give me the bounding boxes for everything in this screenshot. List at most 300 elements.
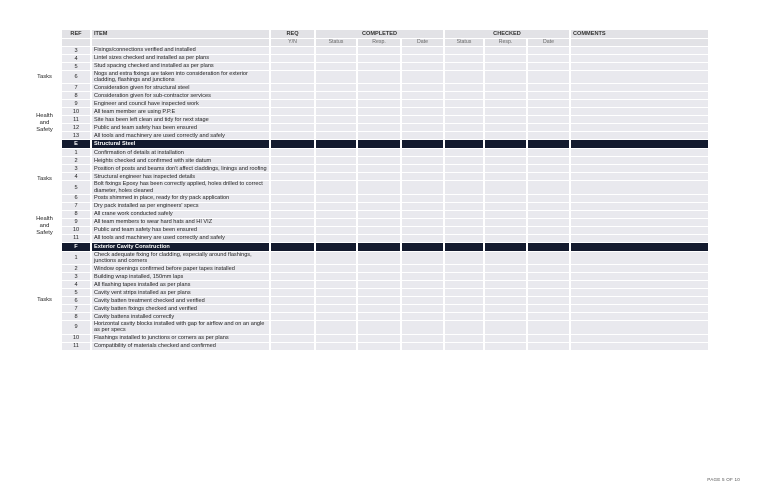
req-cell[interactable] — [271, 335, 314, 342]
checked-date-cell[interactable] — [528, 289, 569, 296]
checked-resp-cell[interactable] — [485, 219, 526, 226]
req-cell[interactable] — [271, 203, 314, 210]
completed-resp-cell[interactable] — [358, 55, 400, 62]
checked-status-cell[interactable] — [445, 211, 483, 218]
group-safety-label: Safety — [36, 127, 53, 134]
completed-date-cell[interactable] — [402, 71, 443, 83]
req-cell[interactable] — [271, 211, 314, 218]
completed-status-cell[interactable] — [316, 343, 356, 350]
completed-date-cell[interactable] — [402, 124, 443, 131]
checked-status-cell[interactable] — [445, 149, 483, 156]
checked-date-cell[interactable] — [528, 203, 569, 210]
checked-date-cell[interactable] — [528, 100, 569, 107]
completed-date-cell[interactable] — [402, 305, 443, 312]
checked-resp-cell[interactable] — [485, 149, 526, 156]
checked-status-cell[interactable] — [445, 71, 483, 83]
checklist-row — [29, 227, 708, 234]
completed-resp-cell[interactable] — [358, 235, 400, 242]
section-header-row — [29, 140, 708, 148]
completed-resp-cell[interactable] — [358, 116, 400, 123]
comments-cell[interactable] — [571, 219, 708, 226]
checked-date-cell[interactable] — [528, 281, 569, 288]
checked-resp-cell[interactable] — [485, 181, 526, 193]
checked-date-cell[interactable] — [528, 124, 569, 131]
comments-cell[interactable] — [571, 273, 708, 280]
req-cell[interactable] — [271, 108, 314, 115]
row-ref: 9 — [62, 100, 90, 107]
completed-resp-cell[interactable] — [358, 132, 400, 139]
checked-status-cell[interactable] — [445, 63, 483, 70]
completed-status-cell[interactable] — [316, 227, 356, 234]
completed-resp-cell[interactable] — [358, 63, 400, 70]
checked-resp-cell[interactable] — [485, 173, 526, 180]
checked-status-cell[interactable] — [445, 335, 483, 342]
req-cell[interactable] — [271, 116, 314, 123]
checked-resp-cell[interactable] — [485, 297, 526, 304]
completed-date-cell[interactable] — [402, 173, 443, 180]
completed-date-cell[interactable] — [402, 335, 443, 342]
completed-date-cell[interactable] — [402, 157, 443, 164]
req-cell[interactable] — [271, 149, 314, 156]
req-cell[interactable] — [271, 124, 314, 131]
completed-resp-cell[interactable] — [358, 124, 400, 131]
group-and-label: and — [39, 120, 50, 127]
checked-resp-cell[interactable] — [485, 132, 526, 139]
req-cell[interactable] — [271, 289, 314, 296]
req-cell[interactable] — [271, 235, 314, 242]
checked-status-cell[interactable] — [445, 173, 483, 180]
checked-status-cell[interactable] — [445, 321, 483, 333]
comments-cell[interactable] — [571, 55, 708, 62]
comments-cell[interactable] — [571, 157, 708, 164]
checked-status-cell[interactable] — [445, 195, 483, 202]
completed-date-cell[interactable] — [402, 92, 443, 99]
checked-status-cell[interactable] — [445, 219, 483, 226]
completed-resp-cell[interactable] — [358, 149, 400, 156]
checked-date-cell[interactable] — [528, 343, 569, 350]
checked-date-cell[interactable] — [528, 181, 569, 193]
completed-date-cell[interactable] — [402, 211, 443, 218]
row-item: Engineer and council have inspected work — [92, 100, 269, 107]
checklist-row — [29, 235, 708, 242]
completed-status-cell[interactable] — [316, 181, 356, 193]
checked-date-cell[interactable] — [528, 313, 569, 320]
group-tasks-label: Tasks — [37, 297, 52, 304]
comments-cell[interactable] — [571, 47, 708, 54]
checked-status-cell[interactable] — [445, 227, 483, 234]
completed-status-cell[interactable] — [316, 289, 356, 296]
checked-date-cell[interactable] — [528, 227, 569, 234]
comments-cell[interactable] — [571, 252, 708, 264]
completed-status-cell[interactable] — [316, 55, 356, 62]
row-item: Public and team safety has been ensured — [92, 227, 269, 234]
section-title: Structural Steel — [92, 140, 269, 148]
comments-cell[interactable] — [571, 335, 708, 342]
checked-status-cell[interactable] — [445, 313, 483, 320]
comments-cell[interactable] — [571, 305, 708, 312]
checked-date-cell[interactable] — [528, 84, 569, 91]
completed-status-cell[interactable] — [316, 124, 356, 131]
checked-status-cell[interactable] — [445, 305, 483, 312]
checked-date-cell[interactable] — [528, 335, 569, 342]
completed-resp-cell[interactable] — [358, 47, 400, 54]
checklist-row — [29, 71, 708, 83]
checked-date-cell[interactable] — [528, 219, 569, 226]
checked-resp-cell[interactable] — [485, 281, 526, 288]
checked-resp-cell[interactable] — [485, 55, 526, 62]
comments-cell[interactable] — [571, 235, 708, 242]
checked-resp-cell[interactable] — [485, 157, 526, 164]
comments-cell[interactable] — [571, 132, 708, 139]
row-item: Heights checked and confirmed with site datum — [92, 157, 269, 164]
checked-status-cell[interactable] — [445, 124, 483, 131]
row-ref: 11 — [62, 235, 90, 242]
completed-date-cell[interactable] — [402, 297, 443, 304]
checked-status-cell[interactable] — [445, 157, 483, 164]
checked-status-cell[interactable] — [445, 116, 483, 123]
checked-date-cell[interactable] — [528, 71, 569, 83]
checked-date-cell[interactable] — [528, 252, 569, 264]
completed-resp-cell[interactable] — [358, 227, 400, 234]
req-cell[interactable] — [271, 71, 314, 83]
checked-date-cell[interactable] — [528, 195, 569, 202]
req-cell[interactable] — [271, 281, 314, 288]
completed-resp-cell[interactable] — [358, 252, 400, 264]
completed-date-cell[interactable] — [402, 165, 443, 172]
row-ref: 6 — [62, 297, 90, 304]
completed-status-cell[interactable] — [316, 116, 356, 123]
req-cell[interactable] — [271, 265, 314, 272]
checklist-row — [29, 281, 708, 288]
completed-resp-cell[interactable] — [358, 321, 400, 333]
checked-date-cell[interactable] — [528, 116, 569, 123]
completed-status-cell[interactable] — [316, 203, 356, 210]
checked-resp-cell[interactable] — [485, 305, 526, 312]
completed-date-cell[interactable] — [402, 116, 443, 123]
completed-date-cell[interactable] — [402, 219, 443, 226]
req-header: REQ — [271, 30, 314, 38]
checked-status-cell[interactable] — [445, 265, 483, 272]
completed-resp-cell[interactable] — [358, 173, 400, 180]
checked-date-cell[interactable] — [528, 173, 569, 180]
comments-cell[interactable] — [571, 227, 708, 234]
completed-date-cell[interactable] — [402, 203, 443, 210]
comments-cell[interactable] — [571, 211, 708, 218]
checked-date-cell[interactable] — [528, 149, 569, 156]
req-cell[interactable] — [271, 47, 314, 54]
checked-resp-cell[interactable] — [485, 227, 526, 234]
completed-resp-cell[interactable] — [358, 305, 400, 312]
checked-resp-cell[interactable] — [485, 211, 526, 218]
completed-resp-cell[interactable] — [358, 343, 400, 350]
completed-date-cell[interactable] — [402, 227, 443, 234]
checked-status-cell[interactable] — [445, 55, 483, 62]
completed-status-cell[interactable] — [316, 132, 356, 139]
req-cell[interactable] — [271, 63, 314, 70]
completed-resp-cell[interactable] — [358, 289, 400, 296]
checked-date-cell[interactable] — [528, 63, 569, 70]
completed-resp-cell[interactable] — [358, 165, 400, 172]
checklist-row — [29, 55, 708, 62]
req-cell[interactable] — [271, 321, 314, 333]
checked-status-cell[interactable] — [445, 165, 483, 172]
completed-status-cell[interactable] — [316, 157, 356, 164]
req-cell[interactable] — [271, 273, 314, 280]
checked-status-cell[interactable] — [445, 289, 483, 296]
completed-status-cell[interactable] — [316, 149, 356, 156]
completed-date-cell[interactable] — [402, 289, 443, 296]
comments-cell[interactable] — [571, 63, 708, 70]
checked-status-cell[interactable] — [445, 47, 483, 54]
checked-status-cell[interactable] — [445, 252, 483, 264]
completed-resp-cell[interactable] — [358, 265, 400, 272]
checked-resp-cell[interactable] — [485, 108, 526, 115]
comments-cell[interactable] — [571, 313, 708, 320]
completed-status-cell[interactable] — [316, 165, 356, 172]
row-item: Structural engineer has inspected details — [92, 173, 269, 180]
checked-date-cell[interactable] — [528, 265, 569, 272]
completed-date-cell[interactable] — [402, 108, 443, 115]
checklist-row — [29, 203, 708, 210]
completed-status-cell[interactable] — [316, 195, 356, 202]
checked-resp-cell[interactable] — [485, 235, 526, 242]
completed-resp-cell[interactable] — [358, 281, 400, 288]
checked-date-cell[interactable] — [528, 297, 569, 304]
completed-date-cell[interactable] — [402, 181, 443, 193]
checklist-row — [29, 297, 708, 304]
row-ref: 3 — [62, 47, 90, 54]
checked-status-cell[interactable] — [445, 92, 483, 99]
completed-resp-cell[interactable] — [358, 157, 400, 164]
checked-resp-cell[interactable] — [485, 273, 526, 280]
checked-date-cell[interactable] — [528, 305, 569, 312]
comments-cell[interactable] — [571, 281, 708, 288]
completed-resp-cell[interactable] — [358, 92, 400, 99]
req-cell[interactable] — [271, 173, 314, 180]
comments-cell[interactable] — [571, 92, 708, 99]
comments-cell[interactable] — [571, 84, 708, 91]
group-health-label: Health — [36, 215, 53, 222]
completed-date-cell[interactable] — [402, 55, 443, 62]
checked-resp-cell[interactable] — [485, 165, 526, 172]
completed-resp-cell[interactable] — [358, 84, 400, 91]
completed-status-cell[interactable] — [316, 265, 356, 272]
completed-resp-cell[interactable] — [358, 313, 400, 320]
checked-date-cell[interactable] — [528, 55, 569, 62]
checked-date-cell[interactable] — [528, 92, 569, 99]
completed-status-cell[interactable] — [316, 92, 356, 99]
row-item: All team member are using P.P.E — [92, 108, 269, 115]
checked-resp-cell[interactable] — [485, 335, 526, 342]
req-cell[interactable] — [271, 252, 314, 264]
completed-status-cell[interactable] — [316, 47, 356, 54]
completed-resp-cell[interactable] — [358, 219, 400, 226]
comments-cell[interactable] — [571, 265, 708, 272]
group-health-label: Health — [36, 113, 53, 120]
comments-cell[interactable] — [571, 181, 708, 193]
completed-resp-cell[interactable] — [358, 181, 400, 193]
completed-status-cell[interactable] — [316, 321, 356, 333]
group-label — [29, 47, 60, 107]
row-ref: 4 — [62, 173, 90, 180]
completed-date-cell[interactable] — [402, 149, 443, 156]
comments-cell[interactable] — [571, 195, 708, 202]
completed-status-cell[interactable] — [316, 281, 356, 288]
completed-resp-subheader: Resp. — [358, 39, 400, 46]
completed-status-cell[interactable] — [316, 100, 356, 107]
comments-cell[interactable] — [571, 289, 708, 296]
checked-resp-cell[interactable] — [485, 289, 526, 296]
checked-resp-cell[interactable] — [485, 116, 526, 123]
checked-status-cell[interactable] — [445, 132, 483, 139]
checked-date-cell[interactable] — [528, 165, 569, 172]
group-label — [29, 211, 60, 242]
completed-date-cell[interactable] — [402, 235, 443, 242]
completed-status-cell[interactable] — [316, 235, 356, 242]
completed-status-cell[interactable] — [316, 273, 356, 280]
req-cell[interactable] — [271, 100, 314, 107]
checked-resp-cell[interactable] — [485, 313, 526, 320]
comments-cell[interactable] — [571, 165, 708, 172]
checklist-row — [29, 108, 708, 115]
req-cell[interactable] — [271, 343, 314, 350]
checked-resp-cell[interactable] — [485, 203, 526, 210]
completed-status-cell[interactable] — [316, 297, 356, 304]
completed-date-cell[interactable] — [402, 252, 443, 264]
req-cell[interactable] — [271, 157, 314, 164]
comments-cell[interactable] — [571, 297, 708, 304]
comments-cell[interactable] — [571, 343, 708, 350]
checked-date-cell[interactable] — [528, 211, 569, 218]
checked-status-cell[interactable] — [445, 235, 483, 242]
completed-resp-cell[interactable] — [358, 273, 400, 280]
completed-resp-cell[interactable] — [358, 71, 400, 83]
checked-date-cell[interactable] — [528, 108, 569, 115]
comments-cell[interactable] — [571, 116, 708, 123]
req-cell[interactable] — [271, 227, 314, 234]
comments-cell[interactable] — [571, 203, 708, 210]
req-cell[interactable] — [271, 92, 314, 99]
comments-cell[interactable] — [571, 173, 708, 180]
checked-status-cell[interactable] — [445, 343, 483, 350]
checked-resp-cell[interactable] — [485, 71, 526, 83]
completed-date-cell[interactable] — [402, 63, 443, 70]
checked-resp-cell[interactable] — [485, 343, 526, 350]
req-cell[interactable] — [271, 305, 314, 312]
completed-date-cell[interactable] — [402, 84, 443, 91]
req-cell[interactable] — [271, 219, 314, 226]
checklist-row — [29, 219, 708, 226]
checked-resp-cell[interactable] — [485, 124, 526, 131]
completed-resp-cell[interactable] — [358, 108, 400, 115]
checked-date-cell[interactable] — [528, 321, 569, 333]
completed-status-cell[interactable] — [316, 173, 356, 180]
comments-cell[interactable] — [571, 71, 708, 83]
checked-status-cell[interactable] — [445, 297, 483, 304]
completed-date-cell[interactable] — [402, 313, 443, 320]
comments-cell[interactable] — [571, 124, 708, 131]
completed-status-cell[interactable] — [316, 63, 356, 70]
checked-status-cell[interactable] — [445, 273, 483, 280]
req-cell[interactable] — [271, 84, 314, 91]
checked-date-cell[interactable] — [528, 235, 569, 242]
checked-resp-cell[interactable] — [485, 84, 526, 91]
row-item: Cavity batten treatment checked and verified — [92, 297, 269, 304]
req-cell[interactable] — [271, 165, 314, 172]
completed-status-cell[interactable] — [316, 252, 356, 264]
checked-resp-cell[interactable] — [485, 321, 526, 333]
comments-cell[interactable] — [571, 149, 708, 156]
completed-date-cell[interactable] — [402, 100, 443, 107]
req-cell[interactable] — [271, 132, 314, 139]
comments-cell[interactable] — [571, 321, 708, 333]
completed-status-cell[interactable] — [316, 219, 356, 226]
comments-cell[interactable] — [571, 108, 708, 115]
checked-status-cell[interactable] — [445, 108, 483, 115]
completed-status-cell[interactable] — [316, 84, 356, 91]
completed-resp-cell[interactable] — [358, 297, 400, 304]
completed-date-cell[interactable] — [402, 281, 443, 288]
checked-resp-cell[interactable] — [485, 63, 526, 70]
checked-date-cell[interactable] — [528, 273, 569, 280]
req-cell[interactable] — [271, 55, 314, 62]
checked-status-cell[interactable] — [445, 203, 483, 210]
checked-date-cell[interactable] — [528, 157, 569, 164]
checklist-row — [29, 211, 708, 218]
req-cell[interactable] — [271, 297, 314, 304]
checked-date-cell[interactable] — [528, 132, 569, 139]
completed-date-cell[interactable] — [402, 47, 443, 54]
completed-date-cell[interactable] — [402, 132, 443, 139]
completed-status-cell[interactable] — [316, 108, 356, 115]
row-item: Cavity batten fixings checked and verified — [92, 305, 269, 312]
completed-resp-cell[interactable] — [358, 195, 400, 202]
completed-date-cell[interactable] — [402, 321, 443, 333]
checked-status-cell[interactable] — [445, 100, 483, 107]
completed-date-cell[interactable] — [402, 265, 443, 272]
req-cell[interactable] — [271, 313, 314, 320]
row-ref: 5 — [62, 63, 90, 70]
checked-resp-cell[interactable] — [485, 252, 526, 264]
completed-resp-cell[interactable] — [358, 211, 400, 218]
checked-resp-cell[interactable] — [485, 47, 526, 54]
checked-resp-cell[interactable] — [485, 265, 526, 272]
checked-resp-cell[interactable] — [485, 195, 526, 202]
checked-status-cell[interactable] — [445, 181, 483, 193]
checked-resp-cell[interactable] — [485, 100, 526, 107]
req-cell[interactable] — [271, 181, 314, 193]
completed-status-cell[interactable] — [316, 211, 356, 218]
checked-resp-cell[interactable] — [485, 92, 526, 99]
completed-resp-cell[interactable] — [358, 203, 400, 210]
completed-resp-cell[interactable] — [358, 335, 400, 342]
completed-status-cell[interactable] — [316, 71, 356, 83]
checked-status-cell[interactable] — [445, 281, 483, 288]
completed-date-cell[interactable] — [402, 273, 443, 280]
req-cell[interactable] — [271, 195, 314, 202]
completed-status-cell[interactable] — [316, 313, 356, 320]
completed-status-cell[interactable] — [316, 335, 356, 342]
comments-cell[interactable] — [571, 100, 708, 107]
completed-resp-cell[interactable] — [358, 100, 400, 107]
checked-status-cell[interactable] — [445, 84, 483, 91]
completed-status-cell[interactable] — [316, 305, 356, 312]
completed-date-cell[interactable] — [402, 343, 443, 350]
row-item: Position of posts and beams don't affect claddings, linings and roofing — [92, 165, 269, 172]
completed-date-cell[interactable] — [402, 195, 443, 202]
checked-date-cell[interactable] — [528, 47, 569, 54]
row-item: All flashing tapes installed as per plans — [92, 281, 269, 288]
